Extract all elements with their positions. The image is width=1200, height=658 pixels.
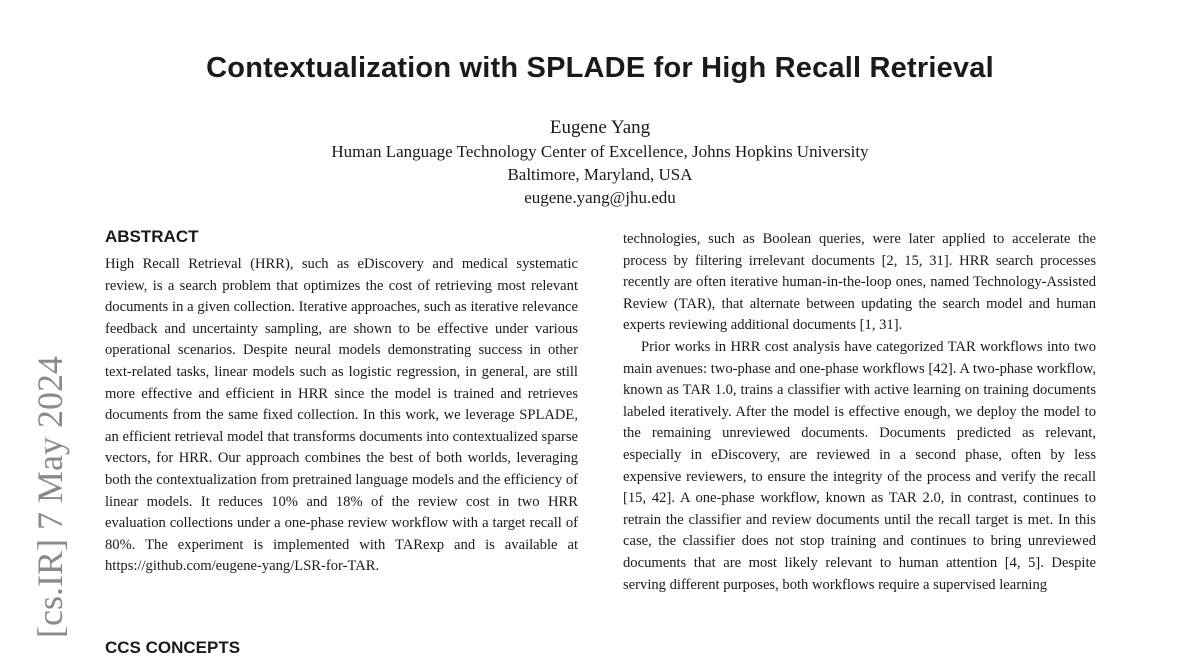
ccs-concepts-heading: CCS CONCEPTS bbox=[105, 638, 241, 657]
intro-paragraph-1: technologies, such as Boolean queries, were later applied to accelerate the process by filtering irrelevant documents [2, 15, 31]. HRR search processes recently are often iterative human-in-the-loop ones, named Technology-Assisted Review (TAR), that alternate between updating the search model and human experts reviewing additional documents [1, 31]. bbox=[623, 231, 1096, 334]
author-email[interactable]: eugene.yang@jhu.edu bbox=[524, 188, 676, 207]
arxiv-stamp: [cs.IR] 7 May 2024 bbox=[30, 356, 70, 638]
author-name: Eugene Yang bbox=[549, 117, 651, 138]
author-block bbox=[0, 116, 1200, 209]
abstract-heading: ABSTRACT bbox=[105, 227, 199, 246]
left-column bbox=[105, 226, 578, 578]
paper-title: Contextualization with SPLADE for High Recall Retrieval bbox=[206, 52, 994, 84]
abstract-text: High Recall Retrieval (HRR), such as eDiscovery and medical systematic review, is a search problem that optimizes the cost of retrieving most relevant documents in a given collection. Iterative approaches, such as iterative relevance feedback and uncertainty sampling, are shown to be effective under various operational scenarios. Despite neural models demonstrating success in other text-related tasks, linear models such as logistic regression, in general, are still more effective and efficient in HRR since the model is trained and retrieves documents from the same fixed collection. In this work, we leverage SPLADE, an efficient retrieval model that transforms documents into contextualized sparse vectors, for HRR. Our approach combines the best of both worlds, leveraging both the contextualization from pretrained language models and the efficiency of linear models. It reduces 10% and 18% of the review cost in two HRR evaluation collections under a one-phase review workflow with a target recall of 80%. The experiment is implemented with TARexp and is available at https://github.com/eugene-yang/LSR-for-TAR. bbox=[105, 256, 578, 575]
author-location: Baltimore, Maryland, USA bbox=[507, 165, 693, 184]
intro-paragraph-2: Prior works in HRR cost analysis have categorized TAR workflows into two main avenues: two-phase and one-phase workflows [42]. A two-phase workflow, known as TAR 1.0, trains a classifier with active learning on training documents labeled iteratively. After the model is effective enough, we deploy the model to the remaining unreviewed documents. Documents predicted as relevant, especially in eDiscovery, are reviewed in a second phase, often by less expensive reviewers, to ensure the integrity of the process and verify the recall [15, 42]. A one-phase workflow, known as TAR 2.0, in contrast, continues to retrain the classifier and review documents until the recall target is met. In this case, the classifier does not stop training and continues to bring unreviewed documents that are most likely relevant to human attention [4, 5]. Despite serving different purposes, both workflows require a supervised learning bbox=[623, 338, 1096, 593]
author-affiliation: Human Language Technology Center of Excellence, Johns Hopkins University bbox=[331, 142, 869, 161]
right-column bbox=[623, 229, 1096, 596]
